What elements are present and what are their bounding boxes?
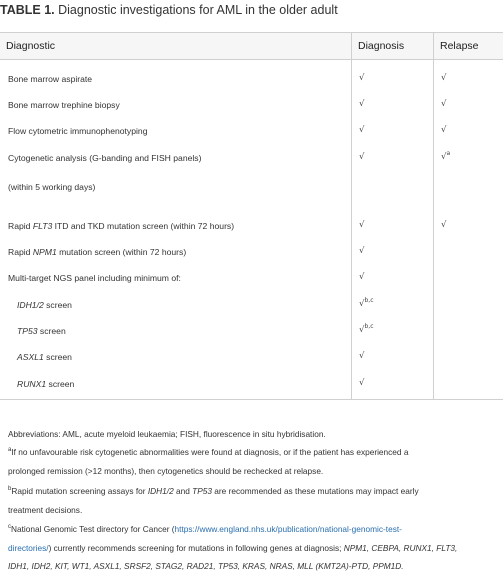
table-caption-label: TABLE 1.: [0, 3, 55, 17]
row-label: [8, 326, 66, 336]
table-caption-text: Diagnostic investigations for AML in the older adult: [54, 3, 338, 17]
row-label: [8, 300, 72, 310]
gene-name: NPM1: [32, 247, 57, 257]
footnote-a: [8, 447, 408, 457]
row-label: [8, 379, 74, 389]
footnote-c-text: ) currently recommends screening for mutations in following genes at diagnosis;: [48, 543, 344, 553]
gene-name: IDH1/2: [17, 300, 44, 310]
diagnosis-check: [359, 299, 374, 309]
footnote-c-line3: IDH1, IDH2, KIT, WT1, ASXL1, SRSF2, STAG2, RAD21, TP53, KRAS, NRAS, MLL (KMT2A)-PTD, PPM1D.: [8, 561, 404, 571]
table-caption: [0, 3, 338, 17]
relapse-check: [441, 152, 450, 162]
label-text: mutation screen (within 72 hours): [56, 247, 187, 257]
footnote-b-line2: treatment decisions.: [8, 505, 83, 515]
footnote-c-marker: c: [8, 524, 11, 530]
gene-list: NPM1, CEBPA, RUNX1, FLT3,: [343, 543, 458, 553]
relapse-check: √: [441, 99, 447, 109]
footnote-a-line2: prolonged remission (>12 months), then cytogenetics should be rechecked at relapse.: [8, 466, 324, 476]
footnote-b-text: and: [173, 486, 193, 496]
diagnosis-check: √: [359, 73, 365, 83]
footnote-b: [8, 486, 419, 496]
table-header-row: [0, 33, 503, 59]
label-text: screen: [43, 300, 72, 310]
column-divider-2: [433, 32, 434, 399]
label-text: ITD and TKD mutation screen (within 72 hours): [52, 221, 235, 231]
diagnosis-check: √: [359, 246, 365, 256]
label-text: screen: [43, 352, 72, 362]
gene-name: TP53: [17, 326, 38, 336]
footnote-abbreviations: Abbreviations: AML, acute myeloid leukaemia; FISH, fluorescence in situ hybridisation.: [8, 429, 326, 439]
gene-name: RUNX1: [17, 379, 47, 389]
label-text: Rapid: [8, 247, 33, 257]
diagnosis-check: √: [359, 378, 365, 388]
column-divider-1: [351, 32, 352, 399]
check-mark: √: [441, 152, 447, 162]
ngtd-link[interactable]: https://www.england.nhs.uk/publication/national-genomic-test-: [174, 524, 402, 534]
footnote-c-line2: [8, 543, 457, 553]
diagnosis-check: √: [359, 152, 365, 162]
diagnosis-check: √: [359, 272, 365, 282]
footnote-c-text: National Genomic Test directory for Cancer (: [11, 524, 175, 534]
gene-name: FLT3: [32, 221, 53, 231]
footnote-a-text: If no unfavourable risk cytogenetic abnormalities were found at diagnosis, or if the patient has experienced a: [11, 447, 409, 457]
footnote-b-text: are recommended as these mutations may impact early: [212, 486, 419, 496]
diagnosis-check: √: [359, 351, 365, 361]
relapse-check: √: [441, 220, 447, 230]
table-header-rule: [0, 59, 503, 60]
footnote-b-marker: b: [8, 486, 12, 492]
row-label: [8, 247, 186, 257]
row-label: Multi-target NGS panel including minimum of:: [8, 273, 181, 283]
label-text: Rapid: [8, 221, 33, 231]
footnote-marker-bc: b,c: [364, 323, 374, 330]
check-mark: √: [359, 299, 365, 309]
relapse-check: √: [441, 125, 447, 135]
footnote-marker-bc: b,c: [364, 297, 374, 304]
relapse-check: √: [441, 73, 447, 83]
row-label: Bone marrow aspirate: [8, 74, 93, 84]
footnote-marker-a: a: [446, 150, 451, 157]
label-text: screen: [37, 326, 66, 336]
row-label: [8, 352, 72, 362]
diagnosis-check: √: [359, 220, 365, 230]
ngtd-link-cont[interactable]: directories/: [8, 543, 49, 553]
label-text: screen: [46, 379, 75, 389]
footnote-b-text: Rapid mutation screening assays for: [11, 486, 148, 496]
header-diagnosis: Diagnosis: [358, 40, 405, 52]
table-bottom-rule: [0, 399, 503, 400]
gene-name: TP53: [192, 486, 212, 496]
row-label: (within 5 working days): [8, 182, 96, 192]
header-diagnostic: Diagnostic: [6, 40, 56, 52]
row-label: Cytogenetic analysis (G-banding and FISH panels): [8, 153, 202, 163]
footnote-c: [8, 524, 402, 534]
diagnosis-check: [359, 325, 374, 335]
footnote-a-marker: a: [8, 447, 12, 453]
diagnosis-check: √: [359, 99, 365, 109]
row-label: Bone marrow trephine biopsy: [8, 100, 120, 110]
diagnosis-check: √: [359, 125, 365, 135]
gene-name: ASXL1: [17, 352, 44, 362]
header-relapse: Relapse: [440, 40, 479, 52]
gene-name: IDH1/2: [147, 486, 174, 496]
check-mark: √: [359, 325, 365, 335]
row-label: [8, 221, 234, 231]
row-label: Flow cytometric immunophenotyping: [8, 126, 148, 136]
